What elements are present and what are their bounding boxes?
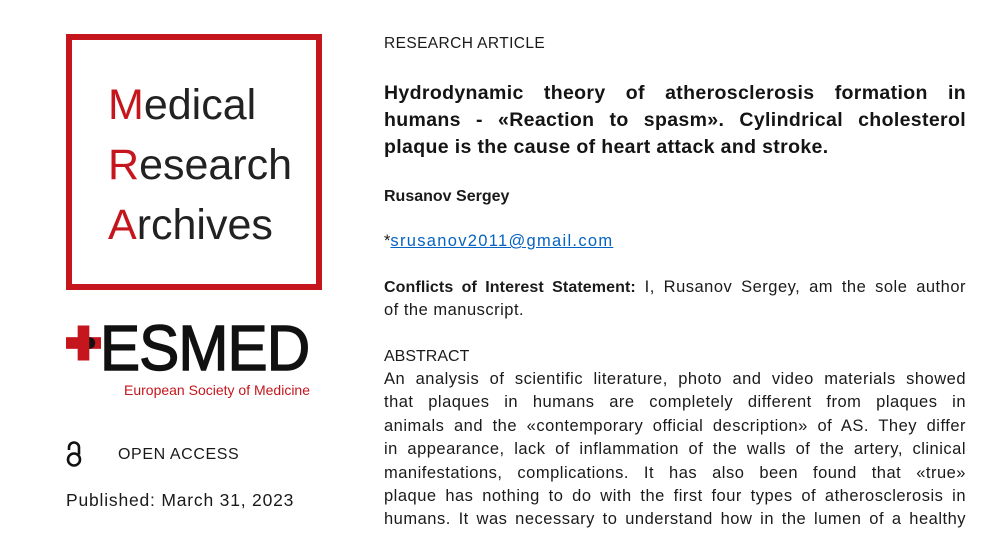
corresponding-asterisk: * [384,232,391,250]
publisher-logo [66,312,326,400]
email-link[interactable]: srusanov2011@gmail.com [390,232,614,250]
abstract-heading: ABSTRACT [384,347,470,365]
conflicts-line [384,276,966,299]
sidebar [0,0,340,534]
published-date: Published: March 31, 2023 [66,490,295,510]
title-line: plaque is the cause of heart attack and stroke. [384,136,829,158]
author-email [384,231,613,251]
abstract-line: in appearance, lack of inflammation of the walls of the artery, clinical [384,440,966,459]
abstract-line: manifestations, complications. It has also been found that «true» [384,463,966,482]
conflicts-line: of the manuscript. [384,300,525,319]
title-line: humans - «Reaction to spasm». Cylindrical cholesterol [384,109,966,131]
abstract-line: animals and the «contemporary official description» of AS. They differ [384,416,966,435]
journal-logo-word: esearch [139,141,293,189]
article-content [384,0,966,534]
cross-horizontal-bar [66,337,101,349]
lock-body [68,454,80,466]
conflicts-statement [384,276,966,323]
article-title [384,80,966,161]
conflicts-text: I, Rusanov Sergey, am the sole author [644,277,966,296]
journal-logo-initial: A [108,201,137,249]
journal-logo-word: rchives [136,201,273,249]
open-access-label: OPEN ACCESS [118,446,240,463]
journal-logo-initial: M [108,81,144,129]
abstract-line: that plaques in humans are completely different from plaques in [384,393,966,412]
journal-logo-line [108,135,292,195]
journal-logo [66,34,322,290]
article-type: RESEARCH ARTICLE [384,35,546,52]
journal-logo-line [108,195,273,255]
abstract-line: An analysis of scientific literature, photo and video materials showed [384,370,966,388]
journal-logo-line [108,75,256,135]
author-name: Rusanov Sergey [384,188,510,205]
journal-logo-word: edical [143,81,257,129]
abstract-line: humans. It was necessary to understand how in the lumen of a healthy [384,510,966,529]
publisher-tagline: European Society of Medicine [124,382,310,398]
journal-logo-initial: R [108,141,140,189]
open-access-lock-icon [66,440,82,467]
title-line: Hydrodynamic theory of atherosclerosis formation in [384,82,966,104]
abstract-line: plaque has nothing to do with the first four types of atherosclerosis in [384,487,966,506]
abstract-text [384,368,966,534]
publisher-wordmark: ESMED [100,312,310,384]
conflicts-label: Conflicts of Interest Statement: [384,278,636,296]
red-cross-icon [66,325,101,361]
